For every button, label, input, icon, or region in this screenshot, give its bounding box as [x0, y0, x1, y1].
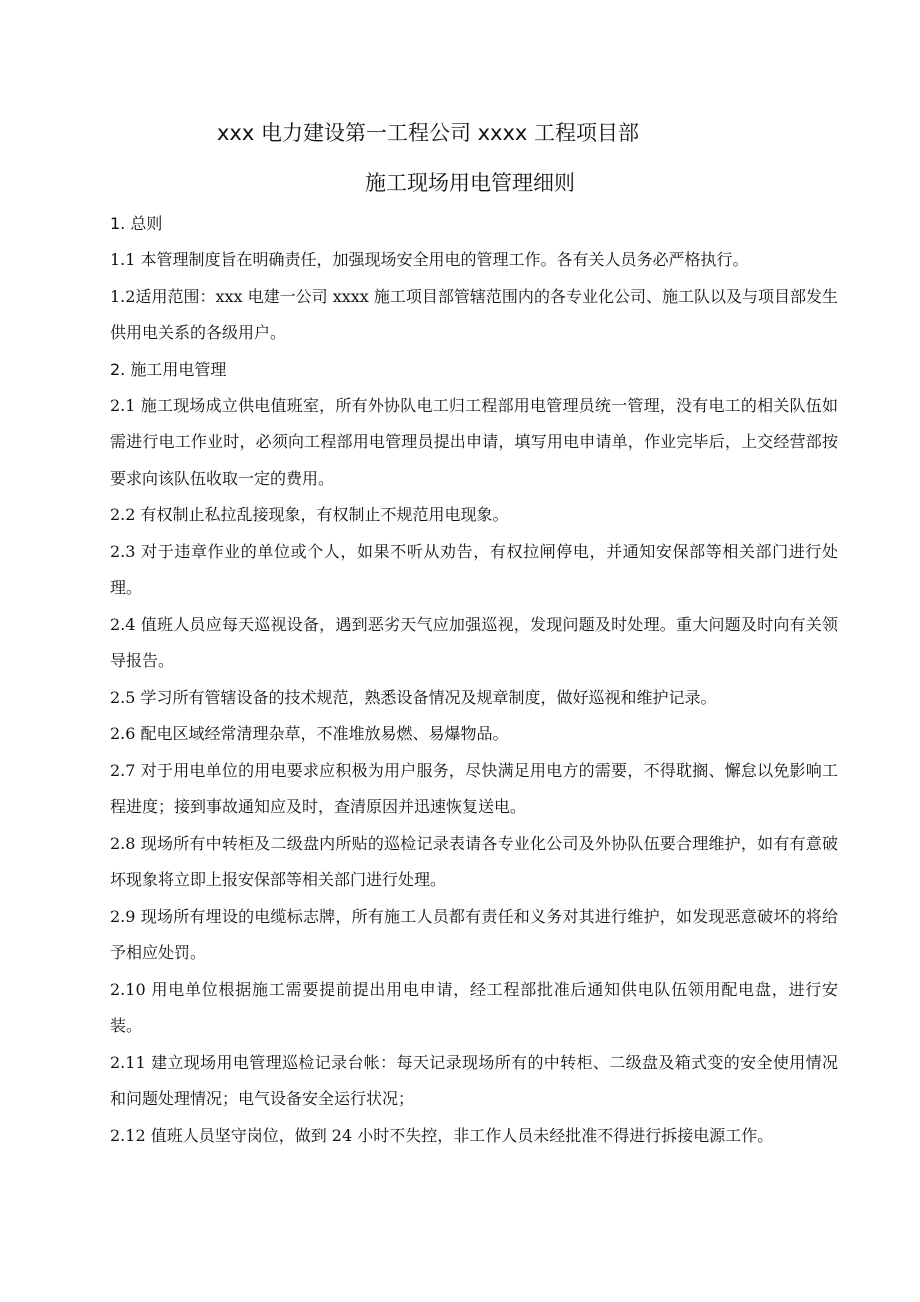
- clause-2-10: 2.10 用电单位根据施工需要提前提出用电申请，经工程部批准后通知供电队伍领用配电盘，进行安装。: [110, 979, 838, 1035]
- clause-2-8: 2.8 现场所有中转柜及二级盘内所贴的巡检记录表请各专业化公司及外协队伍要合理维护，如有有意破坏现象将立即上报安保部等相关部门进行处理。: [110, 833, 838, 889]
- document-body: [110, 206, 838, 1154]
- clause-2-7: 2.7 对于用电单位的用电要求应积极为用户服务，尽快满足用电方的需要，不得耽搁、懈怠以免影响工程进度；接到事故通知应及时，查清原因并迅速恢复送电。: [110, 760, 838, 816]
- clause-2-3: 2.3 对于违章作业的单位或个人，如果不听从劝告，有权拉闸停电，并通知安保部等相关部门进行处理。: [110, 541, 838, 597]
- clause-1-1: 1.1 本管理制度旨在明确责任，加强现场安全用电的管理工作。各有关人员务必严格执行。: [110, 250, 749, 269]
- document-title: 施工现场用电管理细则: [365, 171, 575, 195]
- clause-1-2: 1.2适用范围：xxx 电建一公司 xxxx 施工项目部管辖范围内的各专业化公司、施工队以及与项目部发生供用电关系的各级用户。: [110, 286, 838, 342]
- document-title-company: xxx 电力建设第一工程公司 xxxx 工程项目部: [216, 121, 640, 145]
- clause-2-5: 2.5 学习所有管辖设备的技术规范，熟悉设备情况及规章制度，做好巡视和维护记录。: [110, 687, 717, 707]
- clause-2-2: 2.2 有权制止私拉乱接现象，有权制止不规范用电现象。: [110, 505, 509, 524]
- clause-2-4: 2.4 值班人员应每天巡视设备，遇到恶劣天气应加强巡视，发现问题及时处理。重大问题及时向有关领导报告。: [110, 614, 838, 670]
- clause-2-9: 2.9 现场所有埋设的电缆标志牌，所有施工人员都有责任和义务对其进行维护，如发现恶意破坏的将给予相应处罚。: [110, 906, 838, 962]
- clause-2-6: 2.6 配电区域经常清理杂草，不准堆放易燃、易爆物品。: [110, 724, 509, 743]
- section-heading: 2. 施工用电管理: [110, 359, 227, 379]
- clause-2-12: 2.12 值班人员坚守岗位，做到 24 小时不失控，非工作人员未经批准不得进行拆接电源工作。: [110, 1125, 774, 1145]
- section-heading: 1. 总则: [110, 214, 163, 233]
- clause-2-11: 2.11 建立现场用电管理巡检记录台帐：每天记录现场所有的中转柜、二级盘及箱式变的安全使用情况和问题处理情况；电气设备安全运行状况；: [110, 1052, 838, 1108]
- clause-2-1: 2.1 施工现场成立供电值班室，所有外协队电工归工程部用电管理员统一管理，没有电工的相关队伍如需进行电工作业时，必须向工程部用电管理员提出申请，填写用电申请单，作业完毕后，上交经营部按要求向该队伍收取一定的费用。: [110, 395, 838, 488]
